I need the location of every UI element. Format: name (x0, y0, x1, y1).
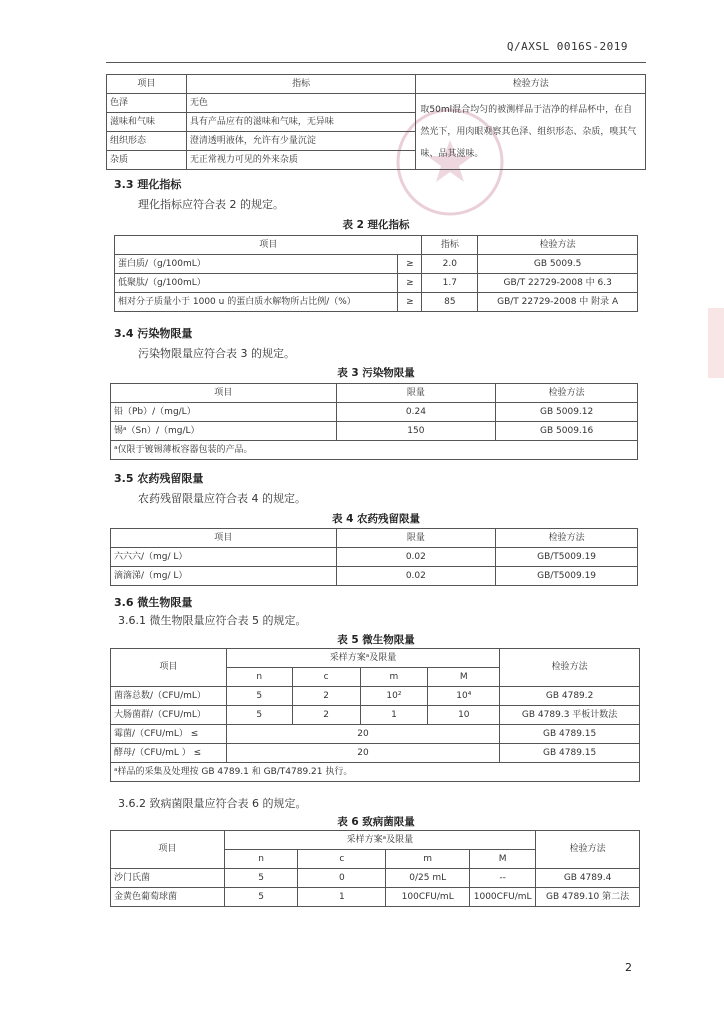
cell: 20 (226, 744, 499, 763)
standard-number: Q/AXSL 0016S-2019 (506, 40, 628, 53)
cell: ≥ (398, 293, 422, 312)
col-header: 限量 (336, 384, 496, 403)
table-caption: 表 6 致病菌限量 (337, 816, 415, 828)
cell: 无色 (186, 94, 416, 113)
cell: GB 4789.15 (500, 725, 640, 744)
cell: GB/T 22729-2008 中 6.3 (478, 274, 638, 293)
sub-header: n (226, 668, 292, 687)
table-row (111, 687, 640, 706)
sub-header: n (224, 850, 298, 869)
table-row (111, 422, 638, 441)
cell: 1.7 (422, 274, 478, 293)
table-row (115, 274, 638, 293)
header-rule (106, 62, 646, 63)
section-title: 3.3 理化指标 (114, 178, 182, 191)
sub-header: m (360, 668, 428, 687)
sub-header: c (298, 850, 386, 869)
cell: 六六六/（mg/ L） (111, 548, 337, 567)
cell: GB 4789.10 第二法 (536, 888, 640, 907)
cell: 组织形态 (107, 132, 187, 151)
table-footnote: ᵃ仅限于镀锡薄板容器包装的产品。 (111, 441, 638, 460)
cell: 沙门氏菌 (111, 869, 225, 888)
table-caption: 表 4 农药残留限量 (331, 513, 421, 525)
cell: GB/T 22729-2008 中 附录 A (478, 293, 638, 312)
paragraph: 3.6.1 微生物限量应符合表 5 的规定。 (118, 614, 307, 627)
cell: GB 5009.16 (496, 422, 638, 441)
table-row (111, 567, 638, 586)
cell: 10 (428, 706, 500, 725)
cell: 0.02 (336, 567, 496, 586)
sensory-table (106, 74, 646, 170)
sub-header: m (386, 850, 470, 869)
col-header: 检验方法 (478, 236, 638, 255)
cell: 色泽 (107, 94, 187, 113)
col-header: 指标 (186, 75, 416, 94)
cell: -- (470, 869, 536, 888)
cell: 0/25 mL (386, 869, 470, 888)
pathogen-table (110, 830, 640, 907)
col-header: 检验方法 (500, 649, 640, 687)
table-row (111, 869, 640, 888)
microbe-table (110, 648, 640, 782)
cell: 2.0 (422, 255, 478, 274)
table-row (107, 94, 646, 113)
cell: 0 (298, 869, 386, 888)
col-header: 项目 (111, 384, 337, 403)
col-header: 检验方法 (416, 75, 646, 94)
sub-header: M (470, 850, 536, 869)
col-header: 检验方法 (496, 384, 638, 403)
table-header-row (111, 529, 638, 548)
cell: 0.24 (336, 403, 496, 422)
cell: 金黄色葡萄球菌 (111, 888, 225, 907)
col-header: 项目 (111, 529, 337, 548)
section-title: 3.4 污染物限量 (114, 327, 193, 340)
cell: ≥ (398, 255, 422, 274)
cell: 2 (292, 706, 360, 725)
cell: 20 (226, 725, 499, 744)
table-header-row (111, 831, 640, 850)
cell: 菌落总数/（CFU/mL） (111, 687, 227, 706)
col-header: 项目 (115, 236, 422, 255)
cell: GB 4789.2 (500, 687, 640, 706)
col-header: 限量 (336, 529, 496, 548)
table-row (111, 725, 640, 744)
method-cell: 取50ml混合均匀的被测样品于洁净的样品杯中，在自然光下，用肉眼观察其色泽、组织形态、杂质，嗅其气味、品其滋味。 (416, 94, 646, 170)
cell: 5 (224, 869, 298, 888)
cell: 2 (292, 687, 360, 706)
cell: 10² (360, 687, 428, 706)
table-row (115, 255, 638, 274)
paragraph: 农药残留限量应符合表 4 的规定。 (138, 492, 306, 505)
cell: 蛋白质/（g/100mL） (115, 255, 398, 274)
section-title: 3.6 微生物限量 (114, 596, 193, 609)
physchem-table (114, 235, 638, 312)
cell: 滋味和气味 (107, 113, 187, 132)
cell: 相对分子质量小于 1000 u 的蛋白质水解物所占比例/（%） (115, 293, 398, 312)
table-row (111, 403, 638, 422)
table-header-row (111, 649, 640, 668)
table-row (115, 293, 638, 312)
cell: GB 4789.4 (536, 869, 640, 888)
cell: 5 (226, 706, 292, 725)
cell: ≥ (398, 274, 422, 293)
cell: 大肠菌群/（CFU/mL） (111, 706, 227, 725)
cell: GB 5009.12 (496, 403, 638, 422)
table-row (111, 548, 638, 567)
section-title: 3.5 农药残留限量 (114, 472, 204, 485)
cell: 0.02 (336, 548, 496, 567)
cell: 锡ᵃ（Sn）/（mg/L） (111, 422, 337, 441)
col-header: 采样方案ᵃ及限量 (226, 649, 499, 668)
cell: 5 (226, 687, 292, 706)
table-note-row (111, 763, 640, 782)
cell: 酵母/（CFU/mL ） ≤ (111, 744, 227, 763)
cell: GB 5009.5 (478, 255, 638, 274)
cell: 1000CFU/mL (470, 888, 536, 907)
table-row (111, 744, 640, 763)
col-header: 指标 (422, 236, 478, 255)
col-header: 采样方案ᵃ及限量 (224, 831, 535, 850)
cell: 150 (336, 422, 496, 441)
cell: 具有产品应有的滋味和气味，无异味 (186, 113, 416, 132)
table-caption: 表 3 污染物限量 (337, 367, 415, 379)
cell: 滴滴涕/（mg/ L） (111, 567, 337, 586)
col-header: 检验方法 (536, 831, 640, 869)
table-header-row (107, 75, 646, 94)
cell: GB 4789.15 (500, 744, 640, 763)
cell: 铅（Pb）/（mg/L） (111, 403, 337, 422)
cell: 1 (298, 888, 386, 907)
cell: GB/T5009.19 (496, 567, 638, 586)
col-header: 检验方法 (496, 529, 638, 548)
cell: 低聚肽/（g/100mL） (115, 274, 398, 293)
sub-header: c (292, 668, 360, 687)
cell: 100CFU/mL (386, 888, 470, 907)
table-header-row (111, 384, 638, 403)
table-caption: 表 5 微生物限量 (337, 634, 415, 646)
contaminant-table (110, 383, 638, 460)
cell: 5 (224, 888, 298, 907)
col-header: 项目 (111, 649, 227, 687)
paragraph: 理化指标应符合表 2 的规定。 (138, 198, 284, 211)
cell: 霉菌/（CFU/mL） ≤ (111, 725, 227, 744)
page-edge-mark (708, 308, 724, 378)
table-header-row (115, 236, 638, 255)
table-footnote: ᵃ样品的采集及处理按 GB 4789.1 和 GB/T4789.21 执行。 (111, 763, 640, 782)
col-header: 项目 (107, 75, 187, 94)
cell: GB 4789.3 平板计数法 (500, 706, 640, 725)
cell: 85 (422, 293, 478, 312)
sub-header: M (428, 668, 500, 687)
pesticide-table (110, 528, 638, 586)
col-header: 项目 (111, 831, 225, 869)
cell: 澄清透明液体，允许有少量沉淀 (186, 132, 416, 151)
table-caption: 表 2 理化指标 (342, 219, 410, 231)
table-row (111, 706, 640, 725)
cell: GB/T5009.19 (496, 548, 638, 567)
cell: 杂质 (107, 151, 187, 170)
paragraph: 污染物限量应符合表 3 的规定。 (138, 347, 295, 360)
paragraph: 3.6.2 致病菌限量应符合表 6 的规定。 (118, 797, 307, 810)
cell: 10⁴ (428, 687, 500, 706)
page-number: 2 (625, 961, 632, 974)
cell: 1 (360, 706, 428, 725)
table-row (111, 888, 640, 907)
cell: 无正常视力可见的外来杂质 (186, 151, 416, 170)
table-note-row (111, 441, 638, 460)
